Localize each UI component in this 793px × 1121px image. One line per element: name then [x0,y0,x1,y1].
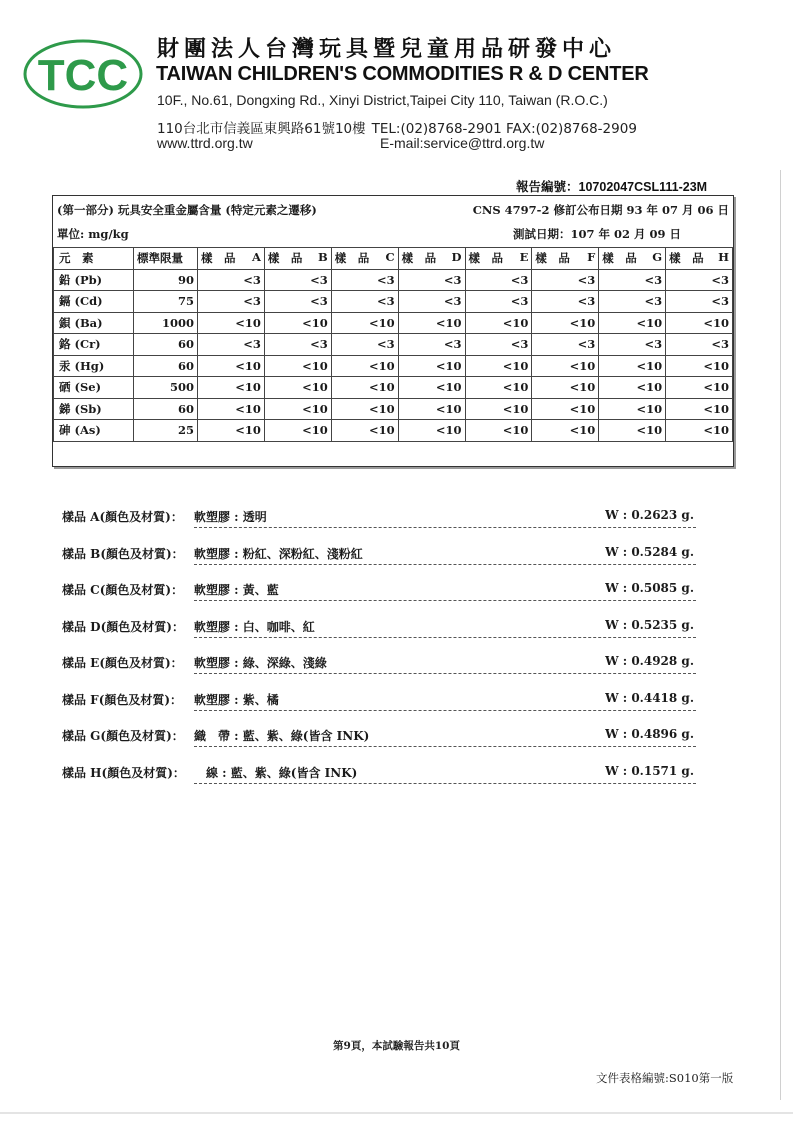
form-number: 文件表格編號:S010第一版 [596,1071,734,1085]
sample-e-value: <10 [465,420,532,442]
header-sample-b: 樣 品 B [264,248,331,270]
element-cell: 砷 (As) [54,420,134,442]
sample-b-value: <3 [264,269,331,291]
address-zh: 110台北市信義區東興路61號10樓 [157,121,366,137]
sample-e-value: <10 [465,312,532,334]
sample-b-value: <3 [264,291,331,313]
sample-weight: W : 0.1571 g. [605,763,694,778]
sample-f-value: <10 [532,398,599,420]
sample-h-value: <3 [666,269,733,291]
unit-label: 單位: mg/kg [57,227,129,241]
org-name-en: TAIWAN CHILDREN'S COMMODITIES R & D CENTER [156,63,649,85]
sample-label: 樣品 D(顏色及材質)： [62,619,184,634]
limit-cell: 1000 [134,312,198,334]
sample-a-value: <10 [198,398,265,420]
test-results-box [52,195,734,467]
sample-line [62,691,702,727]
sample-f-value: <3 [532,291,599,313]
limit-cell: 90 [134,269,198,291]
sample-f-value: <3 [532,269,599,291]
sample-label: 樣品 E(顏色及材質)： [62,656,183,670]
sample-e-value: <10 [465,398,532,420]
sample-h-value: <10 [666,355,733,377]
sample-d-value: <10 [398,420,465,442]
report-number-value: 10702047CSL111-23M [578,180,708,194]
email-link[interactable]: E-mail:service@ttrd.org.tw [380,135,545,151]
sample-b-value: <3 [264,334,331,356]
table-row [54,312,733,334]
dashed-divider [194,710,696,711]
dashed-divider [194,673,696,674]
table-header-row [54,248,733,270]
sample-e-value: <3 [465,269,532,291]
sample-c-value: <10 [331,377,398,399]
sample-c-value: <10 [331,355,398,377]
sample-g-value: <3 [599,334,666,356]
limit-cell: 60 [134,355,198,377]
sample-h-value: <10 [666,377,733,399]
sample-g-value: <10 [599,377,666,399]
logo-text: TCC [37,51,129,100]
report-number-label: 報告編號： [516,179,579,194]
sample-g-value: <10 [599,398,666,420]
sample-d-value: <10 [398,355,465,377]
sample-label: 樣品 A(顏色及材質)： [62,510,183,524]
sample-line [62,654,702,690]
header-sample-a: 樣 品 A [198,248,265,270]
sample-label: 樣品 C(顏色及材質)： [62,583,184,597]
sample-line [62,727,702,763]
header-sample-e: 樣 品 E [465,248,532,270]
sample-material: 軟塑膠 : 白、咖啡、紅 [194,619,315,634]
sample-e-value: <10 [465,355,532,377]
element-cell: 鉻 (Cr) [54,334,134,356]
sample-c-value: <10 [331,398,398,420]
tel-fax: TEL:(02)8768-2901 FAX:(02)8768-2909 [371,121,637,137]
sample-line [62,508,702,544]
heavy-metal-table [53,247,733,442]
element-cell: 汞 (Hg) [54,355,134,377]
sample-f-value: <10 [532,420,599,442]
sample-c-value: <3 [331,269,398,291]
sample-g-value: <3 [599,291,666,313]
sample-f-value: <10 [532,312,599,334]
table-row [54,291,733,313]
sample-a-value: <10 [198,355,265,377]
sample-line [62,581,702,617]
scan-edge-bottom [0,1112,793,1114]
sample-a-value: <3 [198,269,265,291]
sample-material: 線 : 藍、紫、綠(皆含 INK) [194,765,358,780]
table-row [54,334,733,356]
limit-cell: 500 [134,377,198,399]
dashed-divider [194,783,696,784]
header-sample-c: 樣 品 C [331,248,398,270]
sample-c-value: <3 [331,291,398,313]
sample-d-value: <3 [398,269,465,291]
sample-line [62,545,702,581]
sample-g-value: <10 [599,312,666,334]
sample-weight: W : 0.5284 g. [605,544,694,559]
sample-b-value: <10 [264,398,331,420]
sample-d-value: <3 [398,291,465,313]
sample-a-value: <10 [198,377,265,399]
sample-c-value: <10 [331,420,398,442]
limit-cell: 25 [134,420,198,442]
table-row [54,398,733,420]
sample-weight: W : 0.4928 g. [605,654,694,668]
sample-b-value: <10 [264,312,331,334]
sample-c-value: <10 [331,312,398,334]
element-cell: 鎘 (Cd) [54,291,134,313]
sample-material: 軟塑膠 : 紫、橘 [194,692,279,707]
page-info: 第9頁，本試驗報告共10頁 [333,1040,460,1052]
sample-c-value: <3 [331,334,398,356]
limit-cell: 60 [134,334,198,356]
table-body [54,269,733,441]
sample-g-value: <10 [599,420,666,442]
sample-label: 樣品 F(顏色及材質)： [62,692,183,707]
header-sample-f: 樣 品 F [532,248,599,270]
table-row [54,355,733,377]
header-limit: 標準限量 [134,248,198,270]
sample-g-value: <3 [599,269,666,291]
part-title: (第一部分) 玩具安全重金屬含量 (特定元素之遷移) [57,203,317,217]
sample-a-value: <10 [198,420,265,442]
website-link[interactable]: www.ttrd.org.tw [157,135,253,151]
sample-e-value: <10 [465,377,532,399]
element-cell: 鉛 (Pb) [54,269,134,291]
sample-material: 軟塑膠 : 粉紅、深粉紅、淺粉紅 [194,546,363,561]
sample-f-value: <3 [532,334,599,356]
report-number [516,177,707,195]
sample-h-value: <3 [666,291,733,313]
standard-reference: CNS 4797-2 修訂公布日期 93 年 07 月 06 日 [472,203,729,217]
sample-g-value: <10 [599,355,666,377]
tcc-logo [22,38,144,110]
sample-material: 軟塑膠 : 透明 [194,510,267,524]
sample-d-value: <3 [398,334,465,356]
sample-label: 樣品 B(顏色及材質)： [62,546,184,561]
sample-d-value: <10 [398,398,465,420]
table-row [54,377,733,399]
sample-weight: W : 0.4418 g. [605,690,694,705]
sample-a-value: <3 [198,291,265,313]
dashed-divider [194,564,696,565]
dashed-divider [194,637,696,638]
header-element: 元 素 [54,248,134,270]
limit-cell: 75 [134,291,198,313]
header-sample-d: 樣 品 D [398,248,465,270]
org-name-zh: 財團法人台灣玩具暨兒童用品研發中心 [157,37,617,62]
element-cell: 鋇 (Ba) [54,312,134,334]
address-zh-line [157,117,637,137]
sample-f-value: <10 [532,377,599,399]
sample-a-value: <10 [198,312,265,334]
sample-b-value: <10 [264,355,331,377]
dashed-divider [194,600,696,601]
dashed-divider [194,746,696,747]
sample-h-value: <3 [666,334,733,356]
sample-label: 樣品 G(顏色及材質)： [62,729,184,743]
sample-material: 織 帶 : 藍、紫、綠(皆含 INK) [194,729,370,743]
dashed-divider [194,527,696,528]
sample-line [62,764,702,800]
sample-d-value: <10 [398,312,465,334]
sample-h-value: <10 [666,312,733,334]
sample-h-value: <10 [666,398,733,420]
header-sample-h: 樣 品 H [666,248,733,270]
sample-material: 軟塑膠 : 黃、藍 [194,583,279,597]
element-cell: 硒 (Se) [54,377,134,399]
sample-d-value: <10 [398,377,465,399]
table-row [54,420,733,442]
sample-weight: W : 0.4896 g. [605,727,694,741]
sample-line [62,618,702,654]
sample-f-value: <10 [532,355,599,377]
limit-cell: 60 [134,398,198,420]
logo-ellipse-icon [22,38,144,110]
address-en: 10F., No.61, Dongxing Rd., Xinyi District,Taipei City 110, Taiwan (R.O.C.) [157,92,608,108]
sample-b-value: <10 [264,420,331,442]
table-row [54,269,733,291]
sample-weight: W : 0.5235 g. [605,617,694,632]
sample-a-value: <3 [198,334,265,356]
header-sample-g: 樣 品 G [599,248,666,270]
sample-weight: W : 0.5085 g. [605,581,694,595]
element-cell: 銻 (Sb) [54,398,134,420]
sample-material: 軟塑膠 : 綠、深綠、淺綠 [194,656,327,670]
sample-e-value: <3 [465,291,532,313]
sample-e-value: <3 [465,334,532,356]
test-date: 測試日期：107 年 02 月 09 日 [512,227,681,241]
scan-edge-right [780,170,781,1100]
sample-h-value: <10 [666,420,733,442]
sample-b-value: <10 [264,377,331,399]
sample-weight: W : 0.2623 g. [605,508,694,522]
sample-label: 樣品 H(顏色及材質)： [62,765,185,780]
